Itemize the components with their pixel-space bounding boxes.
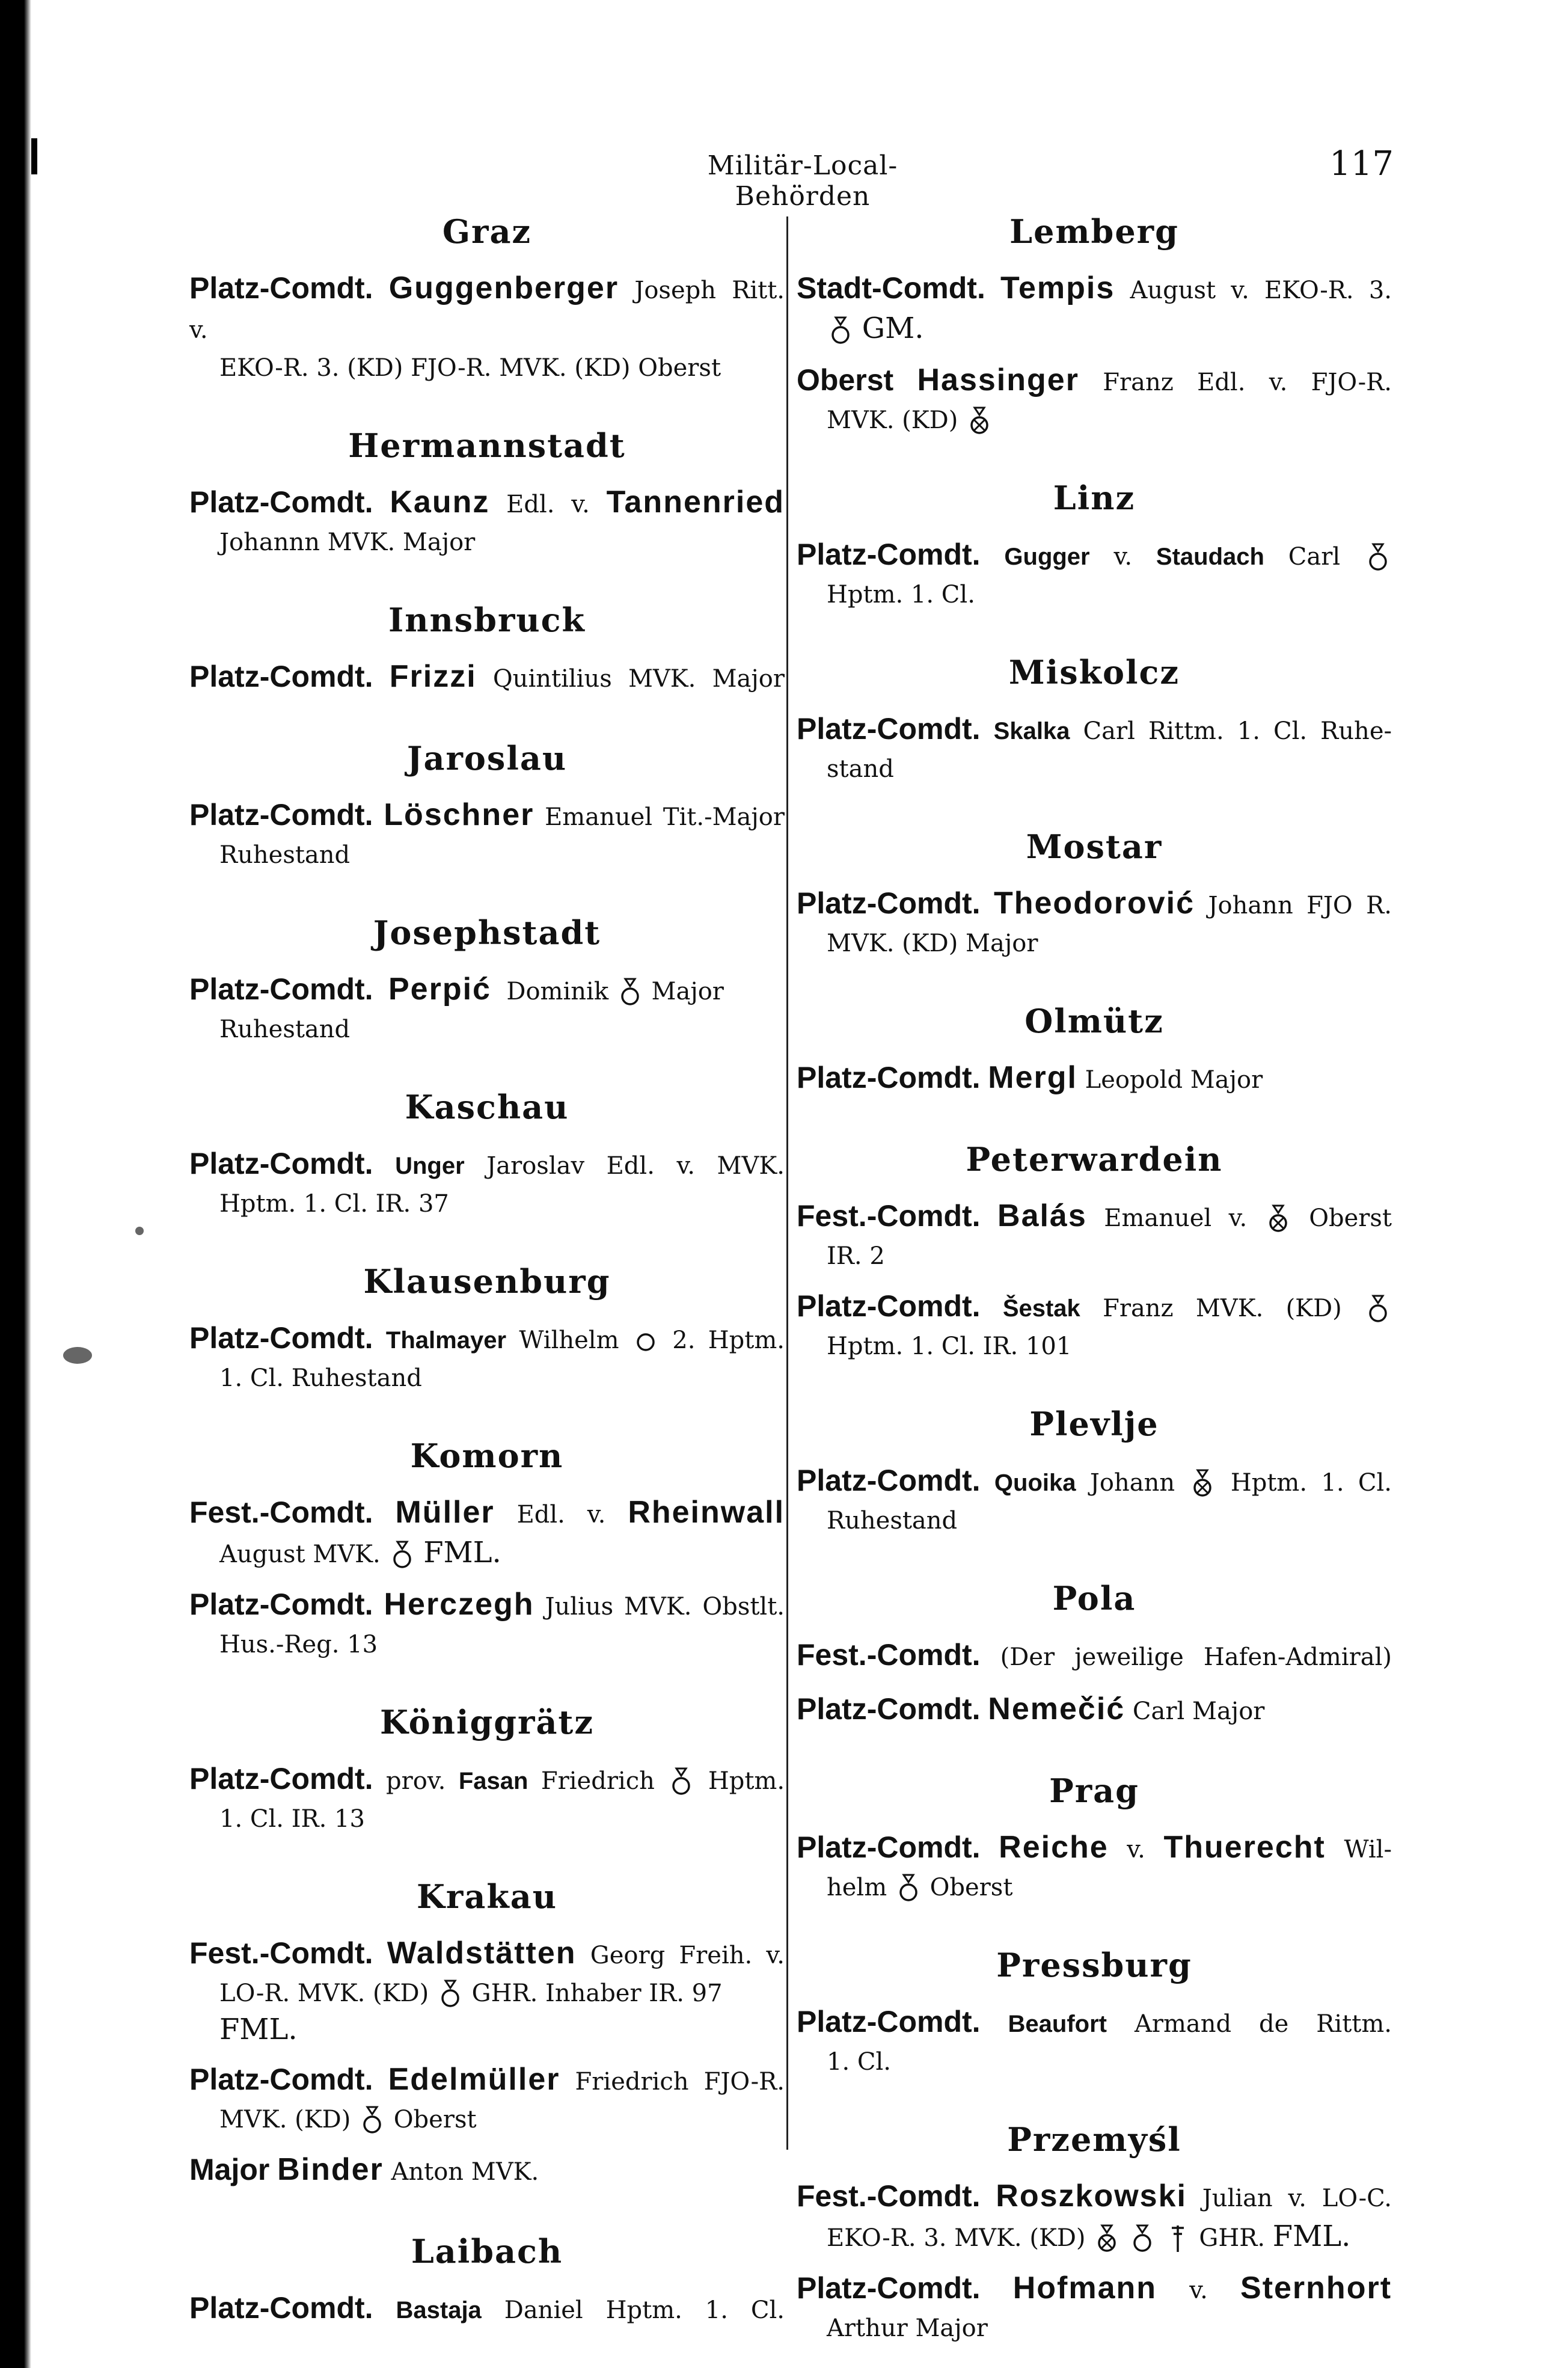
- order-medal-swords-icon: [1268, 1203, 1288, 1235]
- entry: [189, 1584, 785, 1663]
- city-heading-pressburg: Pressburg: [996, 1946, 1192, 1984]
- entry: [189, 657, 785, 699]
- entry-detail-line: Ruhestand: [219, 1016, 351, 1043]
- entry: [189, 1933, 785, 2047]
- entry-detail: Emanuel v.: [1104, 1204, 1248, 1232]
- entry-detail: Armand de Rittm.: [1134, 2010, 1392, 2038]
- entry-name: Löschner: [384, 797, 534, 832]
- entry-role: Fest.-Comdt.: [797, 2179, 981, 2213]
- entry-detail-line: Ruhestand: [219, 841, 351, 869]
- city-heading-plevlje: Plevlje: [1029, 1405, 1159, 1443]
- entry-detail-line: stand: [827, 755, 894, 783]
- entry-role: Fest.-Comdt.: [189, 1936, 373, 1970]
- entry-rank: Major: [651, 978, 724, 1005]
- entry-rank: FML.: [219, 2013, 298, 2046]
- entry-role: Stadt-Comdt.: [797, 271, 985, 305]
- order-medal-swords-icon: [1097, 2223, 1117, 2254]
- entry-role: Platz-Comdt.: [797, 2271, 981, 2305]
- entry-detail: Joseph Ritt. v.: [189, 277, 785, 344]
- order-medal-icon: [830, 315, 851, 346]
- entry-name: Nemečić: [988, 1692, 1125, 1726]
- entry-name-second: Staudach: [1156, 544, 1264, 570]
- entry: [189, 2288, 785, 2330]
- entry-name: Beaufort: [1008, 2011, 1107, 2037]
- entry-role: Platz-Comdt.: [797, 1061, 981, 1094]
- entry-name: Herczegh: [384, 1587, 534, 1622]
- entry: [797, 2268, 1392, 2346]
- order-medal-icon: [440, 1978, 461, 2010]
- entry-role: Platz-Comdt.: [797, 712, 981, 746]
- entry-detail-line: helm: [827, 1874, 887, 1901]
- entry: [797, 2176, 1392, 2256]
- entry-name: Waldstätten: [387, 1936, 577, 1971]
- entry-role: Platz-Comdt.: [189, 972, 373, 1006]
- city-heading-klausenburg: Klausenburg: [363, 1262, 611, 1301]
- entry-name: Tempis: [1000, 271, 1115, 305]
- entry: [797, 360, 1392, 438]
- entry-detail: Franz MVK. (KD): [1103, 1295, 1342, 1322]
- entry: [797, 883, 1392, 962]
- entry-role: Platz-Comdt.: [797, 1692, 981, 1726]
- entry-name: Edelmüller: [388, 2062, 560, 2097]
- city-heading-mostar: Mostar: [1026, 827, 1163, 866]
- entry-detail-line: Hptm. 1. Cl. IR. 101: [827, 1333, 1072, 1360]
- entry-detail-line: LO-R. MVK. (KD): [219, 1980, 429, 2007]
- entry: [797, 709, 1392, 787]
- city-heading-peterwardein: Peterwardein: [966, 1140, 1223, 1179]
- entry-name: Kaunz: [390, 485, 490, 520]
- entry-detail: Franz Edl. v. FJO-R.: [1103, 369, 1392, 396]
- ring-order-icon: [635, 1325, 656, 1357]
- entry-name: Binder: [277, 2152, 384, 2187]
- entry-role: Fest.-Comdt.: [189, 1495, 373, 1529]
- entry-role: Major: [189, 2153, 270, 2186]
- right-column: [797, 210, 1392, 2358]
- cross-order-icon: [1168, 2223, 1188, 2254]
- city-heading-innsbruck: Innsbruck: [388, 601, 586, 639]
- entry: [797, 1635, 1392, 1677]
- entry-name: Müller: [395, 1495, 495, 1530]
- order-medal-icon: [362, 2105, 382, 2136]
- city-heading-olmuetz: Olmütz: [1024, 1002, 1164, 1040]
- entry-role: Platz-Comdt.: [797, 1464, 981, 1497]
- city-heading-pola: Pola: [1052, 1579, 1136, 1618]
- order-medal-icon: [1132, 2223, 1153, 2254]
- entry-rank: Oberst: [929, 1874, 1013, 1901]
- entry-rank: FML.: [423, 1536, 501, 1569]
- city-heading-graz: Graz: [442, 212, 532, 251]
- entry: [797, 535, 1392, 613]
- entry-detail: v.: [1127, 1836, 1145, 1863]
- city-heading-komorn: Komorn: [410, 1437, 564, 1475]
- entry-role: Platz-Comdt.: [189, 2291, 373, 2325]
- entry-detail-line: 1. Cl. Ruhestand: [219, 1364, 422, 1392]
- entry: [797, 1827, 1392, 1906]
- city-heading-hermannstadt: Hermannstadt: [348, 426, 626, 465]
- entry: [189, 1144, 785, 1222]
- entry-name: Šestak: [1002, 1295, 1080, 1322]
- entry-detail-line: Johannn MVK. Major: [219, 529, 476, 556]
- entry-detail-line: MVK. (KD): [219, 2106, 351, 2133]
- entry-name: Quoika: [994, 1470, 1076, 1496]
- entry-detail: Jaroslav Edl. v. MVK.: [486, 1152, 785, 1180]
- city-heading-jaroslau: Jaroslau: [406, 739, 568, 778]
- scan-speck: [135, 1227, 144, 1235]
- entry-rank: Hptm. 1. Cl.: [1230, 1469, 1392, 1497]
- entry-name: Hassinger: [917, 363, 1079, 397]
- entry: [797, 1196, 1392, 1274]
- entry-rank: GM.: [862, 311, 924, 345]
- order-medal-icon: [898, 1873, 919, 1904]
- entry-detail-line: Hptm. 1. Cl.: [827, 581, 975, 609]
- entry-rank: 2. Hptm.: [672, 1327, 785, 1354]
- entry-detail: Wilhelm: [519, 1327, 619, 1354]
- entry: [797, 268, 1392, 348]
- entry-detail-line: MVK. (KD) Major: [827, 930, 1038, 957]
- entry-role: Fest.-Comdt.: [797, 1199, 981, 1233]
- city-heading-josephstadt: Josephstadt: [373, 913, 601, 952]
- city-heading-kaschau: Kaschau: [405, 1088, 569, 1126]
- entry-name-second: Tannenried: [606, 485, 785, 520]
- entry-detail: Johann: [1089, 1469, 1175, 1497]
- entry: [189, 268, 785, 386]
- order-medal-swords-icon: [1192, 1468, 1213, 1499]
- entry-name: Balás: [997, 1198, 1087, 1233]
- city-heading-krakau: Krakau: [416, 1877, 558, 1916]
- entry-role: Platz-Comdt.: [189, 798, 373, 832]
- entry-detail-line: 1. Cl.: [827, 2048, 891, 2076]
- entry: [797, 1058, 1392, 1100]
- entry-name: Skalka: [993, 718, 1070, 744]
- entry-role: Platz-Comdt.: [797, 1830, 981, 1864]
- entry-detail: Carl: [1288, 543, 1341, 571]
- order-medal-icon: [392, 1539, 412, 1571]
- entry-detail: Anton MVK.: [391, 2158, 539, 2186]
- entry: [797, 1461, 1392, 1539]
- entry-detail: Julian v. LO-C.: [1202, 2185, 1392, 2212]
- entry-detail-line: Hus.-Reg. 13: [219, 1631, 378, 1658]
- city-heading-lemberg: Lemberg: [1009, 212, 1179, 251]
- entry-detail-line: Arthur Major: [827, 2314, 988, 2342]
- entry-detail: Carl Major: [1132, 1698, 1265, 1725]
- order-medal-icon: [1368, 542, 1388, 573]
- entry-role: Platz-Comdt.: [189, 485, 373, 519]
- entry-rank: FML.: [1272, 2219, 1351, 2253]
- entry-detail-line: August MVK.: [219, 1541, 381, 1568]
- entry-detail: Georg Freih. v.: [590, 1942, 785, 1969]
- entry-detail: Edl. v.: [506, 491, 590, 518]
- entry-detail-line: 1. Cl. IR. 13: [219, 1805, 365, 1833]
- entry-detail: Carl Rittm. 1. Cl. Ruhe-: [1083, 717, 1392, 745]
- entry-role: Platz-Comdt.: [189, 660, 373, 693]
- entry: [189, 2150, 785, 2192]
- entry-role: Platz-Comdt.: [189, 1147, 373, 1180]
- entry-detail: Friedrich: [541, 1767, 655, 1795]
- entry-prefix: prov.: [386, 1767, 446, 1795]
- entry-role: Platz-Comdt.: [797, 538, 981, 571]
- order-medal-icon: [671, 1766, 691, 1797]
- entry-rank: Oberst: [1309, 1204, 1392, 1232]
- entry-detail: August v. EKO-R. 3.: [1130, 277, 1392, 304]
- entry-detail: Johann FJO R.: [1208, 892, 1392, 919]
- entry-role: Platz-Comdt.: [189, 1587, 373, 1621]
- entry-role: Platz-Comdt.: [797, 886, 981, 920]
- entry-detail: Wil-: [1344, 1836, 1392, 1863]
- city-heading-linz: Linz: [1053, 479, 1136, 517]
- entry: [189, 969, 785, 1048]
- entry-detail-line: EKO-R. 3. MVK. (KD): [827, 2224, 1086, 2252]
- entry-name-second: Sternhort: [1240, 2271, 1392, 2305]
- entry-name: Perpić: [388, 972, 491, 1007]
- entry: [189, 1318, 785, 1396]
- city-heading-koeniggraetz: Königgrätz: [379, 1703, 595, 1741]
- entry: [797, 2002, 1392, 2080]
- entry-detail-line: IR. 2: [827, 1242, 885, 1270]
- entry-name: Roszkowski: [996, 2179, 1187, 2213]
- entry: [189, 795, 785, 873]
- entry-detail: v.: [1113, 543, 1133, 571]
- entry-name: Gugger: [1004, 544, 1090, 570]
- entry-detail: Emanuel Tit.-Major: [545, 803, 785, 831]
- entry-name: Guggenberger: [388, 271, 619, 305]
- city-heading-miskolcz: Miskolcz: [1008, 653, 1180, 692]
- order-medal-swords-icon: [969, 405, 990, 437]
- entry-detail: Quintilius MVK. Major: [492, 665, 785, 693]
- city-heading-laibach: Laibach: [411, 2232, 563, 2271]
- entry-name: Thalmayer: [385, 1327, 507, 1354]
- column-divider: [786, 216, 788, 2150]
- entry-name: Hofmann: [1012, 2271, 1157, 2305]
- entry-name: Theodorović: [993, 886, 1195, 921]
- entry: [189, 2060, 785, 2138]
- left-column: [189, 210, 785, 2342]
- entry-detail: (Der jeweilige Hafen-Admiral): [1000, 1643, 1392, 1671]
- entry-role: Fest.-Comdt.: [797, 1638, 981, 1672]
- entry-name: Reiche: [999, 1830, 1109, 1865]
- entry-detail-line: Hptm. 1. Cl. IR. 37: [219, 1190, 449, 1218]
- entry-detail: Dominik: [506, 978, 609, 1005]
- entry-detail-line: EKO-R. 3. (KD) FJO-R. MVK. (KD) Oberst: [219, 354, 721, 382]
- entry: [797, 1689, 1392, 1731]
- order-medal-icon: [1368, 1293, 1388, 1325]
- city-heading-przemysl: Przemyśl: [1007, 2120, 1181, 2159]
- entry-name: Unger: [395, 1153, 465, 1179]
- entry: [189, 1759, 785, 1837]
- entry-name: Mergl: [988, 1060, 1077, 1095]
- entry-detail: Edl. v.: [516, 1501, 606, 1529]
- entry-detail-line: Ruhestand: [827, 1507, 958, 1535]
- entry-name-second: Rheinwall: [628, 1495, 785, 1530]
- entry-name: Fasan: [458, 1768, 528, 1794]
- entry-role: Platz-Comdt.: [189, 2063, 373, 2096]
- entry-rank: Oberst: [393, 2106, 477, 2133]
- entry: [189, 1492, 785, 1572]
- entry-detail: Leopold Major: [1085, 1066, 1263, 1094]
- entry-detail: Julius MVK. Obstlt.: [545, 1593, 785, 1621]
- entry-role: Platz-Comdt.: [189, 271, 373, 305]
- entry-detail: v.: [1189, 2277, 1208, 2304]
- entry-rank: Hptm.: [708, 1767, 785, 1795]
- entry-detail-line: GHR. Inhaber IR. 97: [471, 1980, 723, 2007]
- entry: [189, 482, 785, 560]
- entry-role: Platz-Comdt.: [797, 1289, 981, 1323]
- city-heading-prag: Prag: [1049, 1771, 1139, 1810]
- entry-name-second: Thuerecht: [1163, 1830, 1326, 1865]
- entry-role: Platz-Comdt.: [189, 1762, 373, 1796]
- order-medal-icon: [620, 977, 640, 1008]
- page-number: 117: [1329, 144, 1394, 183]
- entry-role: Platz-Comdt.: [797, 2005, 981, 2038]
- entry-detail: Daniel Hptm. 1. Cl.: [504, 2296, 785, 2324]
- entry-role: Oberst: [797, 363, 894, 397]
- scan-speck: [63, 1347, 92, 1364]
- entry-role: Platz-Comdt.: [189, 1321, 373, 1355]
- entry-detail-line: GHR.: [1199, 2224, 1266, 2252]
- entry-detail: Friedrich FJO-R.: [575, 2068, 785, 2096]
- entry-name: Bastaja: [396, 2297, 482, 2324]
- entry: [797, 1286, 1392, 1364]
- entry-detail-line: MVK. (KD): [827, 406, 958, 434]
- entry-name: Frizzi: [389, 659, 477, 694]
- running-header: Militär-Local-Behörden: [707, 150, 898, 212]
